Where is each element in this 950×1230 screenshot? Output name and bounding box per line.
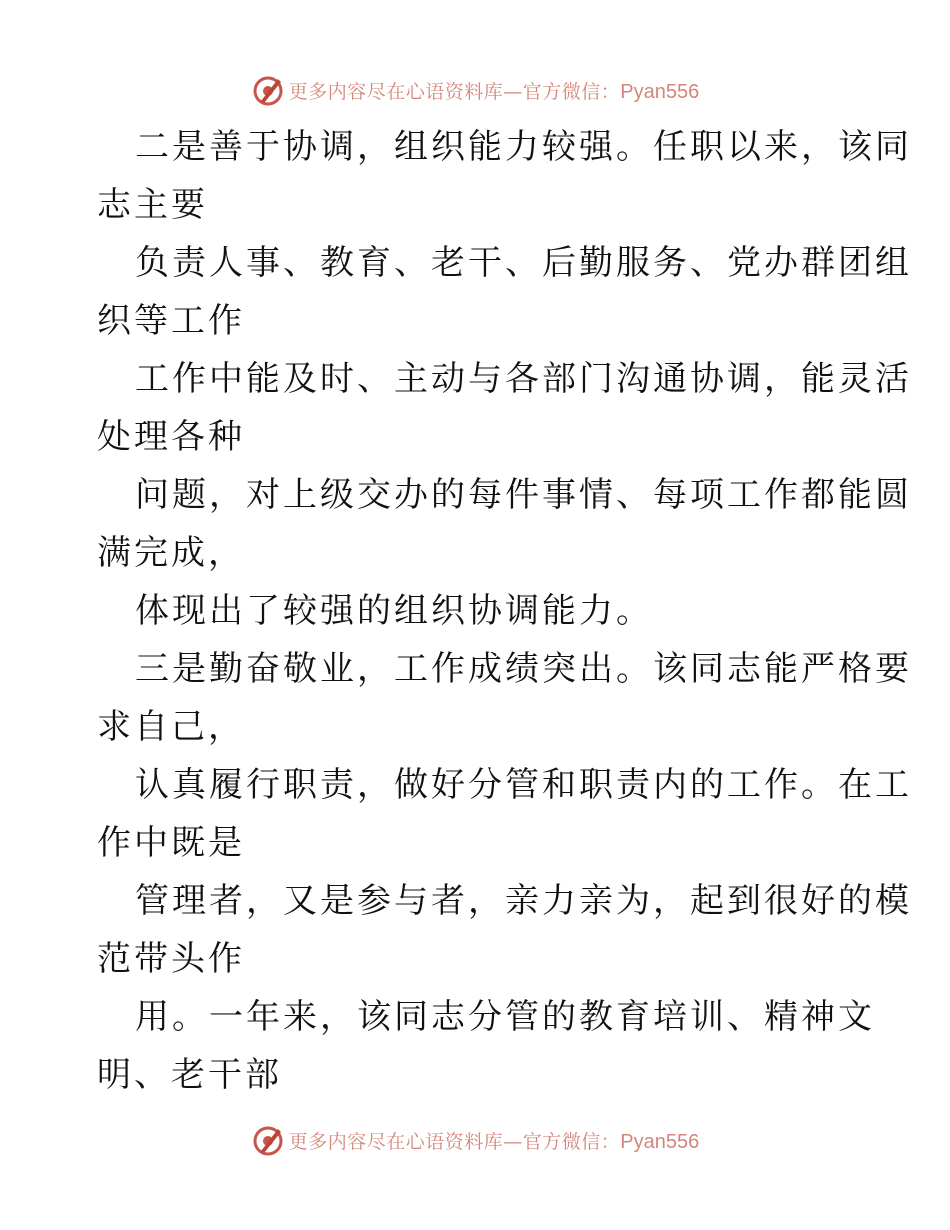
text-line: 认真履行职责，做好分管和职责内的工作。在工 bbox=[135, 765, 912, 805]
text-line: 求自己， bbox=[97, 707, 245, 747]
watermark-text: 更多内容尽在心语资料库—官方微信：Pyan556 bbox=[288, 1130, 700, 1153]
pen-logo-icon bbox=[251, 1123, 285, 1157]
text-line: 明、老干部 bbox=[97, 1055, 282, 1095]
text-line: 满完成， bbox=[97, 533, 245, 573]
text-line: 作中既是 bbox=[97, 823, 245, 863]
watermark-text: 更多内容尽在心语资料库—官方微信：Pyan556 bbox=[288, 80, 700, 103]
pen-logo-icon bbox=[251, 73, 285, 107]
text-line: 志主要 bbox=[97, 185, 208, 225]
text-line: 二是善于协调，组织能力较强。任职以来，该同 bbox=[135, 127, 912, 167]
text-line: 处理各种 bbox=[97, 417, 245, 457]
document-body bbox=[97, 118, 912, 1104]
header-watermark bbox=[0, 70, 950, 110]
text-line: 工作中能及时、主动与各部门沟通协调，能灵活 bbox=[135, 359, 912, 399]
text-line: 问题，对上级交办的每件事情、每项工作都能圆 bbox=[135, 475, 912, 515]
footer-watermark bbox=[0, 1120, 950, 1160]
text-line: 用。一年来，该同志分管的教育培训、精神文 bbox=[135, 997, 875, 1037]
text-line: 三是勤奋敬业，工作成绩突出。该同志能严格要 bbox=[135, 649, 912, 689]
text-line: 负责人事、教育、老干、后勤服务、党办群团组 bbox=[135, 243, 912, 283]
text-line: 织等工作 bbox=[97, 301, 245, 341]
text-line: 范带头作 bbox=[97, 939, 245, 979]
text-line: 管理者，又是参与者，亲力亲为，起到很好的模 bbox=[135, 881, 912, 921]
text-line: 体现出了较强的组织协调能力。 bbox=[135, 591, 653, 631]
